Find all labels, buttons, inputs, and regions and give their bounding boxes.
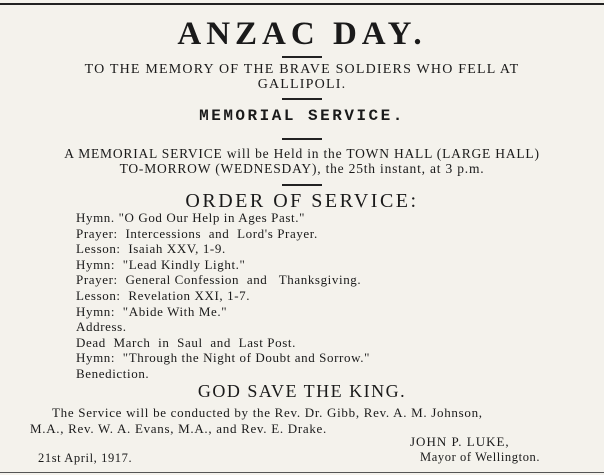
order-of-service-list — [76, 210, 370, 382]
list-item: Hymn. "O God Our Help in Ages Past." — [76, 210, 306, 225]
date-line: 21st April, 1917. — [38, 451, 133, 465]
service-notice — [0, 146, 604, 176]
list-item: Address. — [76, 319, 127, 335]
notice-line-1: A MEMORIAL SERVICE will be Held in the TOWN HALL (LARGE HALL) — [64, 146, 540, 161]
dedication-text — [0, 62, 604, 92]
memorial-service-heading: MEMORIAL SERVICE. — [199, 107, 405, 125]
conducted-line-2: M.A., Rev. W. A. Evans, M.A., and Rev. E. Drake. — [30, 421, 327, 436]
list-item: Prayer: Intercessions and Lord's Prayer. — [76, 225, 318, 241]
conducted-by-text — [30, 405, 590, 437]
list-item: Lesson: Revelation XXI, 1-7. — [76, 287, 251, 303]
list-item: Benediction. — [76, 365, 150, 381]
order-of-service-heading: ORDER OF SERVICE: — [185, 190, 419, 212]
bottom-border — [0, 472, 604, 473]
conducted-line-1: The Service will be conducted by the Rev. Dr. Gibb, Rev. A. M. Johnson, — [52, 405, 483, 420]
page-title: ANZAC DAY. — [177, 16, 427, 52]
list-item: Hymn: "Abide With Me." — [76, 303, 228, 319]
list-item: Lesson: Isaiah XXV, 1-9. — [76, 241, 226, 257]
list-item: Prayer: General Confession and Thanksgiving. — [76, 272, 362, 288]
divider-rule — [282, 138, 322, 140]
list-item: Dead March in Saul and Last Post. — [76, 334, 296, 350]
list-item: Hymn: "Lead Kindly Light." — [76, 256, 246, 272]
signature-name: JOHN P. LUKE, — [410, 434, 510, 449]
dedication-line-1: TO THE MEMORY OF THE BRAVE SOLDIERS WHO FELL AT — [84, 62, 520, 77]
notice-line-2: TO-MORROW (WEDNESDAY), the 25th instant, at 3 p.m. — [119, 161, 485, 176]
divider-rule — [282, 98, 322, 100]
list-item: Hymn: "Through the Night of Doubt and Sorrow." — [76, 350, 370, 366]
dedication-line-2: GALLIPOLI. — [257, 77, 347, 92]
god-save-the-king: GOD SAVE THE KING. — [197, 381, 407, 401]
top-border — [0, 3, 604, 5]
divider-rule — [282, 56, 322, 58]
signature-title: Mayor of Wellington. — [420, 450, 541, 464]
divider-rule — [282, 184, 322, 186]
